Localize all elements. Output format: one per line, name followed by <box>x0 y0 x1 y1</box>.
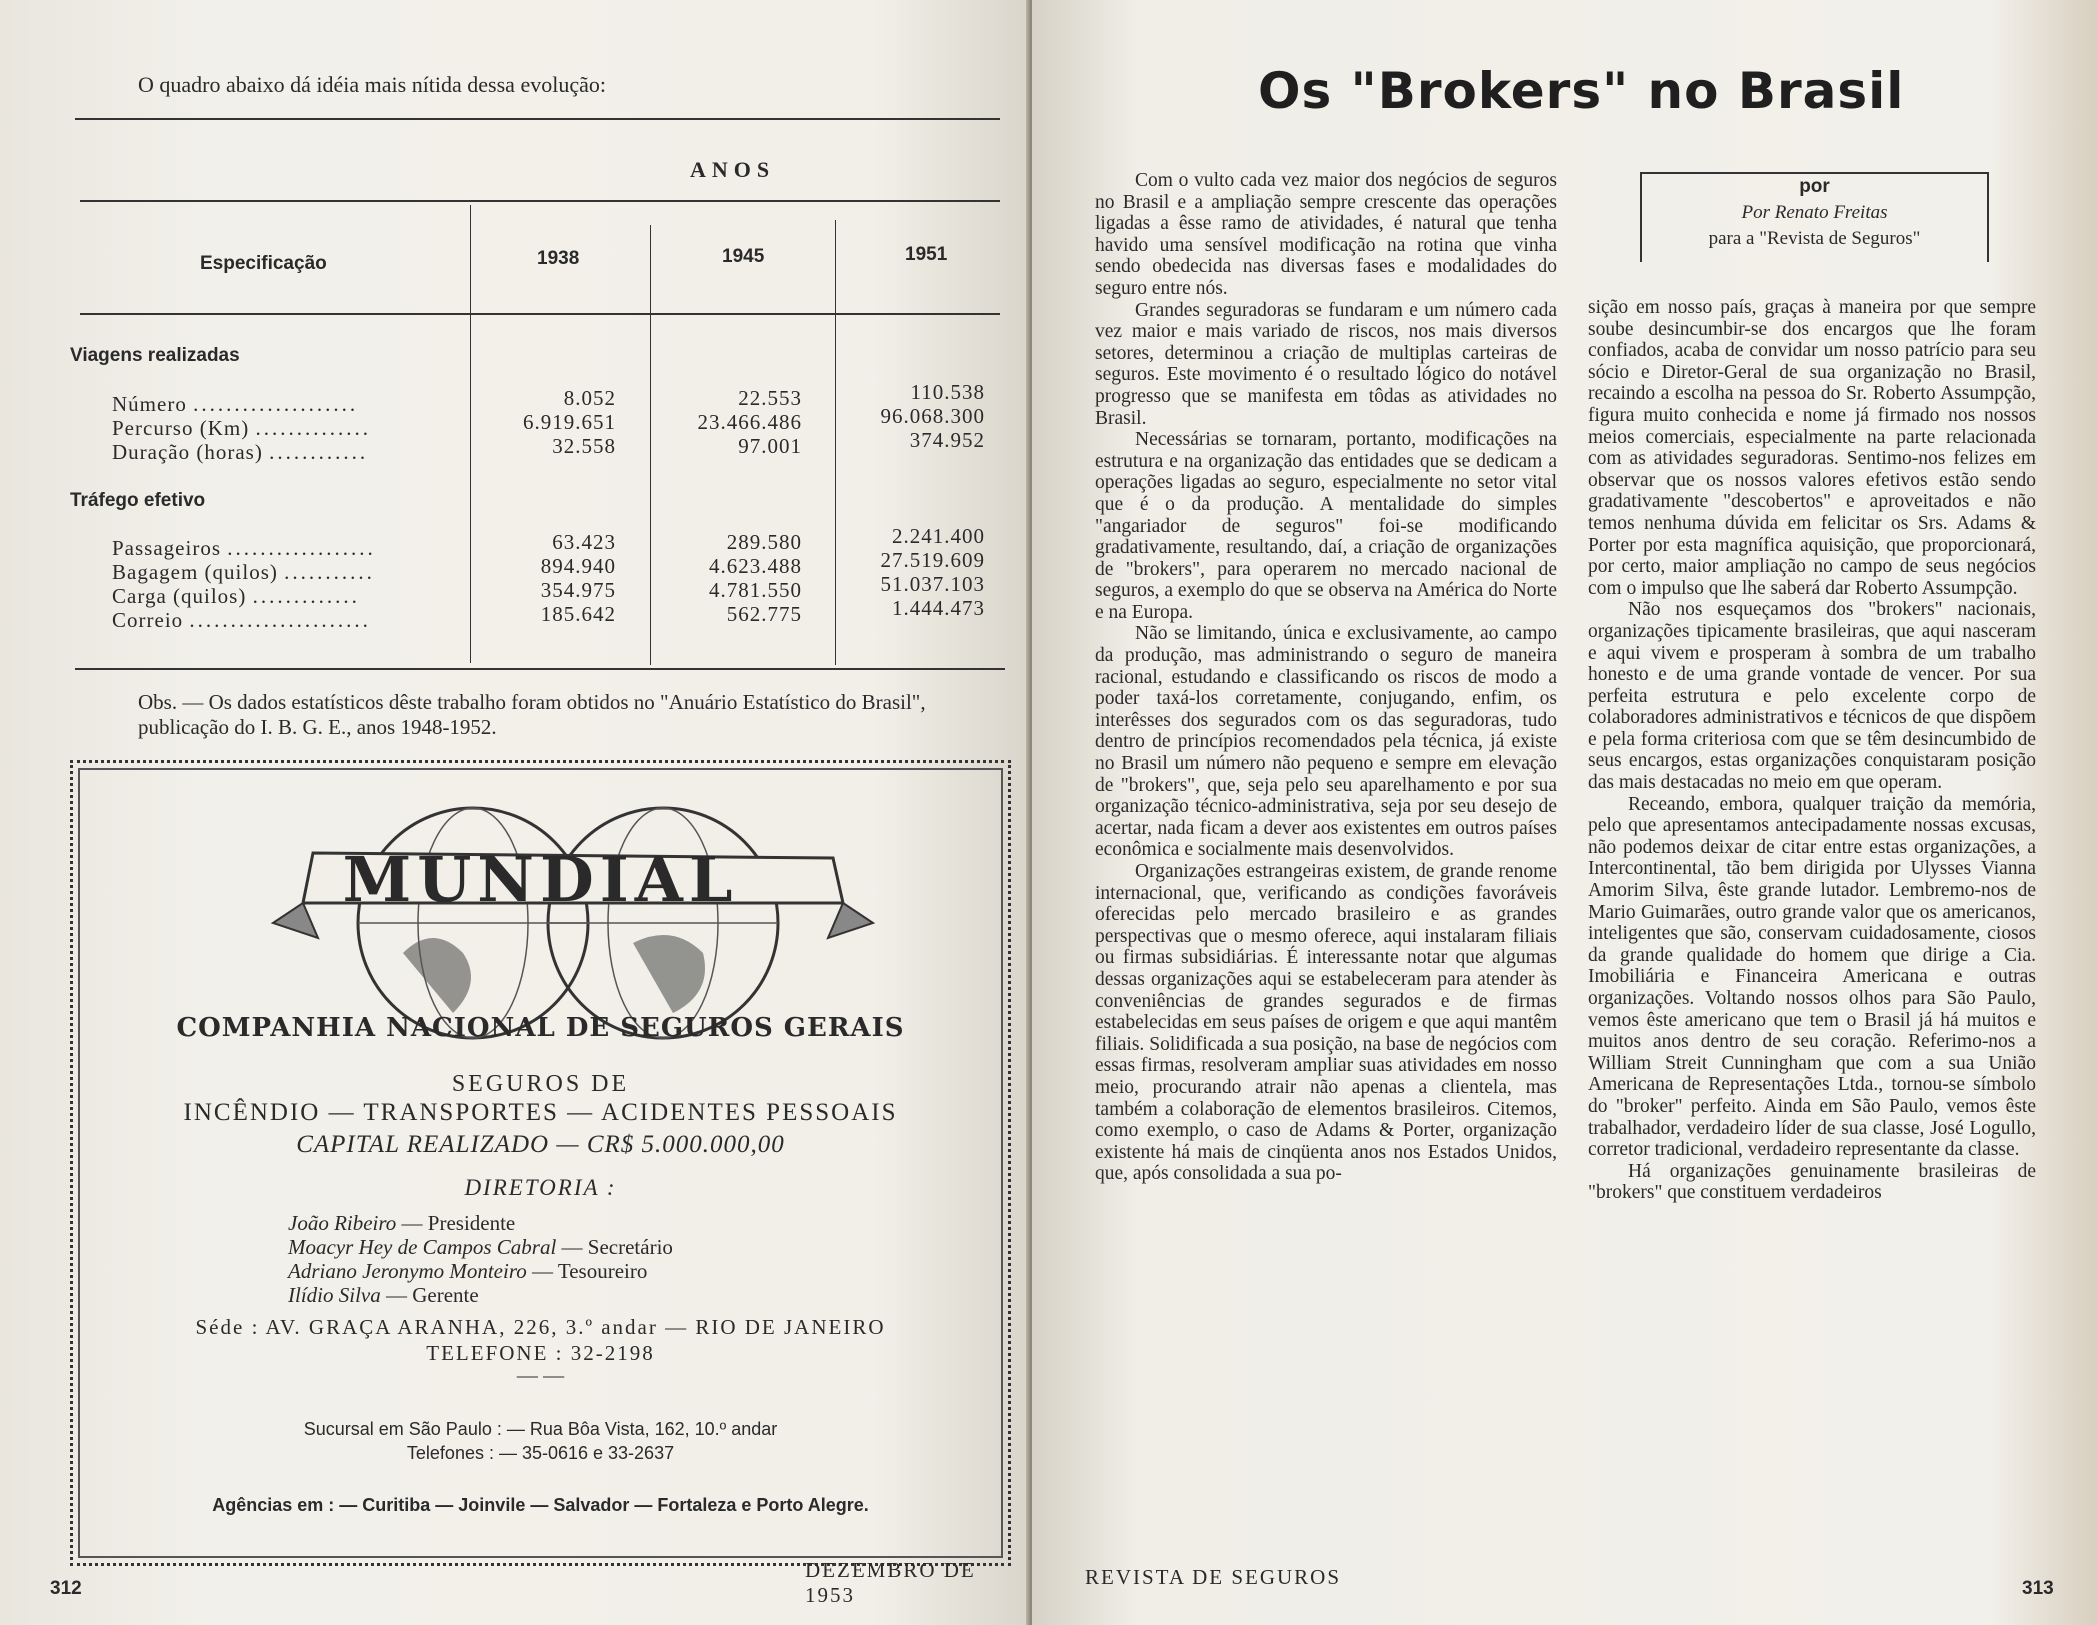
byline-for: para a "Revista de Seguros" <box>1708 228 1921 249</box>
row-label-text: Número <box>112 392 187 416</box>
ad-sucursal: Sucursal em São Paulo : — Rua Bôa Vista, 162, 10.º andar <box>303 1419 778 1439</box>
diretoria-list <box>288 1211 673 1307</box>
paragraph: Não nos esqueçamos dos "brokers" nacionais, organizações tipicamente brasileiras, que aqui nasceram e aqui vivem e prosperam à sombra de um trabalho honesto e de uma grande vontade de vencer. Por sua perfeita estrutura e pelo excelente corpo de colaboradores administrativos e técnicos de que dispõem e pela forma criteriosa com que se têm desincumbido de seus encargos, estas organizações conquistaram posição das mais destacadas no meio em que operam. <box>1588 599 2036 794</box>
section-viagens: Viagens realizadas <box>70 345 240 366</box>
year-header-1951: 1951 <box>905 244 948 265</box>
spec-header: Especificação <box>200 253 327 274</box>
row-label-numero: Número .................... <box>112 392 359 416</box>
director-name: Moacyr Hey de Campos Cabral <box>288 1235 557 1259</box>
running-footer-left: DEZEMBRO DE 1953 <box>805 1558 976 1607</box>
page-number-left: 312 <box>50 1578 82 1599</box>
row-label-percurso: Percurso (Km) .............. <box>112 416 371 440</box>
running-footer-right: REVISTA DE SEGUROS <box>1085 1565 1342 1589</box>
row-label-bagagem: Bagagem (quilos) ........... <box>112 560 375 584</box>
paragraph: Não se limitando, única e exclusivamente, ao campo da produção, mas administrando o seguro de maneira racional, estudando e classificando os riscos de modo a poder taxá-los corretamente, conjugando, enfim, os interêsses dos segurados com os das seguradoras, tudo dentro de princípios recomendados pela técnica, já existe no Brasil um número não pequeno e sempre em elevação de "brokers", que, seja pelo seu aparelhamento e por sua organização técnico-administrativa, seja por seu desejo de acertar, nada ficam a dever aos existentes em outros países econômica e socialmente mais desenvolvidos. <box>1095 623 1557 861</box>
row-label-text: Passageiros <box>112 536 221 560</box>
row-label-duracao: Duração (horas) ............ <box>112 440 369 464</box>
paragraph: Receando, embora, qualquer traição da memória, pelo que apresentamos antecipadamente nossas excusas, não podemos deixar de citar entre estas organizações, a Intercontinental, tão bem dirigida por Ulysses Vianna Amorim Silva, êste grande lutador. Lembremo-nos de Mario Guimarães, outro grande valor que os americanos, inteligentes que são, conservam cuidadosamente, ciosos da grande qualidade do homem que dirige a Cia. Imobiliária e Financeira Americana e outras organizações. Voltando nossos olhos para São Paulo, vemos êste americano que tem o Brasil já há muitos e muitos anos dentro de seu coração. Referimo-nos a William Streit Cunningham que com a sua União Americana de Representações Ltda., tornou-se símbolo do "broker" perfeito. Ainda em São Paulo, vemos êste trabalhador, verdadeiro líder de sua classe, José Logullo, corretor tradicional, verdadeiro representante da classe. <box>1588 793 2036 1161</box>
cell: 51.037.103 <box>880 572 985 596</box>
ad-insurance-lines: INCÊNDIO — TRANSPORTES — ACIDENTES PESSOAIS <box>183 1099 898 1126</box>
paragraph: Há organizações genuinamente brasileiras de "brokers" que constituem verdadeiros <box>1588 1160 2036 1204</box>
ad-dash: — — <box>516 1363 565 1387</box>
ad-telefone: TELEFONE : 32-2198 <box>426 1341 655 1365</box>
row-label-carga: Carga (quilos) ............. <box>112 584 360 608</box>
table-top-rule <box>75 118 1000 120</box>
ad-sede: Séde : AV. GRAÇA ARANHA, 226, 3.º andar — RIO DE JANEIRO <box>195 1315 886 1339</box>
article-column-1 <box>1095 170 1557 1185</box>
cell: 27.519.609 <box>880 548 985 572</box>
row-label-text: Carga (quilos) <box>112 584 247 608</box>
director-role: — Tesoureiro <box>531 1259 648 1283</box>
brand-name: MUNDIAL <box>342 843 739 916</box>
byline-por: por <box>1799 176 1830 197</box>
table-bottom-rule <box>75 668 1005 670</box>
row-label-text: Correio <box>112 608 184 632</box>
director-role: — Presidente <box>401 1211 516 1235</box>
page-number-right: 313 <box>2022 1578 2054 1599</box>
cell: 63.423 <box>552 530 616 554</box>
cell: 23.466.486 <box>697 410 802 434</box>
director-name: João Ribeiro <box>288 1211 397 1235</box>
cell: 1.444.473 <box>892 596 985 620</box>
director-row <box>288 1211 673 1235</box>
years-group-header: ANOS <box>690 157 776 182</box>
director-name: Adriano Jeronymo Monteiro <box>288 1259 527 1283</box>
table-note: Obs. — Os dados estatísticos dêste trabalho foram obtidos no "Anuário Estatístico do Brasil", publicação do I. B. G. E., anos 1948-1952. <box>138 690 926 739</box>
year-header-1945: 1945 <box>722 246 765 267</box>
director-role: — Gerente <box>386 1283 479 1307</box>
byline-author: Por Renato Freitas <box>1741 202 1888 223</box>
row-label-text: Percurso (Km) <box>112 416 250 440</box>
cell: 562.775 <box>726 602 802 626</box>
mundial-advertisement <box>70 760 1011 1566</box>
paragraph: Necessárias se tornaram, portanto, modificações na estrutura e na organização das entidades que se dedicam a operações ligadas ao seguro, especialmente no setor vital que é o da produção. A mentalidade do simples "angariador de seguros" foi-se modificando gradativamente, resultando, daí, a criação de organizações de "brokers", para operarem no mercado nacional de seguros, a exemplo do que se observa na América do Norte e na Europa. <box>1095 429 1557 623</box>
years-header-rule <box>80 200 1000 202</box>
paragraph: Organizações estrangeiras existem, de grande renome internacional, que, verificando as condições favoráveis oferecidas pelo mercado brasileiro e as grandes perspectivas que o mesmo oferece, aqui instalaram filiais ou firmas subsidiárias. É interessante notar que algumas dessas organizações aqui se estabeleceram para atender às conveniências de grandes segurados e de firmas estabelecidas em seus países de origem e que aqui mantêm filiais. Solidificada a sua posição, na base de negócios com essas firmas, resolveram ampliar suas atividades em nosso meio, procurando atrair não apenas a clientela, mas também a colaboração de elementos brasileiros. Citemos, como exemplo, o caso de Adams & Porter, organização existente há mais de cinqüenta anos nos Estados Unidos, que, após consolidada a sua po- <box>1095 861 1557 1185</box>
table-intro: O quadro abaixo dá idéia mais nítida dessa evolução: <box>138 72 606 97</box>
cell: 8.052 <box>563 386 616 410</box>
row-label-text: Duração (horas) <box>112 440 263 464</box>
cell: 32.558 <box>552 434 616 458</box>
diretoria-title: DIRETORIA : <box>464 1175 617 1200</box>
cell: 4.781.550 <box>709 578 802 602</box>
byline-box <box>1640 172 1989 262</box>
ad-telefones: Telefones : — 35-0616 e 33-2637 <box>406 1443 675 1463</box>
ad-agencias: Agências em : — Curitiba — Joinvile — Salvador — Fortaleza e Porto Alegre. <box>212 1495 869 1515</box>
ad-seguros-de: SEGUROS DE <box>451 1071 630 1097</box>
cell: 185.642 <box>540 602 616 626</box>
year-header-1938: 1938 <box>537 248 580 269</box>
article-title: Os "Brokers" no Brasil <box>1258 62 1905 120</box>
director-row <box>288 1283 673 1307</box>
row-label-passageiros: Passageiros .................. <box>112 536 376 560</box>
cell: 354.975 <box>540 578 616 602</box>
header-bottom-rule <box>80 313 1000 315</box>
paragraph: Grandes seguradoras se fundaram e um número cada vez maior e mais variado de riscos, nos mais diversos setores, determinou a criação de multiplas carteiras de seguros. Este movimento é o resultado lógico do notável progresso que se manifesta em tôdas as atividades no Brasil. <box>1095 299 1557 429</box>
cell: 6.919.651 <box>523 410 616 434</box>
article-column-2 <box>1588 297 2036 1204</box>
cell: 110.538 <box>910 380 985 404</box>
paragraph: Com o vulto cada vez maior dos negócios de seguros no Brasil e a ampliação sempre crescente das operações ligadas a êsse ramo de atividades, é natural que tenha havido uma sensível modificação na rotina que vinha sendo obedecida nas diversas fases e modalidades do seguro entre nós. <box>1095 170 1557 299</box>
row-label-text: Bagagem (quilos) <box>112 560 278 584</box>
row-label-correio: Correio ...................... <box>112 608 371 632</box>
cell: 4.623.488 <box>709 554 802 578</box>
left-page <box>0 0 1030 1625</box>
director-row <box>288 1259 673 1283</box>
director-role: — Secretário <box>561 1235 673 1259</box>
cell: 22.553 <box>738 386 802 410</box>
section-trafego: Tráfego efetivo <box>70 490 206 511</box>
cell: 289.580 <box>726 530 802 554</box>
cell: 2.241.400 <box>892 524 985 548</box>
company-name: COMPANHIA NACIONAL DE SEGUROS GERAIS <box>176 1013 905 1043</box>
director-name: Ilídio Silva <box>288 1283 381 1307</box>
cell: 374.952 <box>909 428 985 452</box>
cell: 96.068.300 <box>880 404 985 428</box>
cell: 894.940 <box>540 554 616 578</box>
paragraph: sição em nosso país, graças à maneira por que sempre soube desincumbir-se dos encargos que lhe foram confiados, acaba de convidar um nosso patrício para seu sócio e Diretor-Geral de sua organização no Brasil, recaindo a escolha na pessoa do Sr. Roberto Assumpção, figura muito conhecida e nome já firmado nos nossos meios comerciais, especialmente na parte relacionada com as atividades seguradoras. Sentimo-nos felizes em observar que os nossos valores efetivos estão sendo gradativamente "descobertos" e aproveitados e não temos nenhuma dúvida em felicitar os Srs. Adams & Porter por esta magnífica aquisição, que proporcionará, por certo, maior ampliação no campo de seus negócios com o impulso que lhe saberá dar Roberto Assumpção. <box>1588 297 2036 599</box>
director-row <box>288 1235 673 1259</box>
ad-capital: CAPITAL REALIZADO — CR$ 5.000.000,00 <box>296 1131 785 1158</box>
cell: 97.001 <box>738 434 802 458</box>
